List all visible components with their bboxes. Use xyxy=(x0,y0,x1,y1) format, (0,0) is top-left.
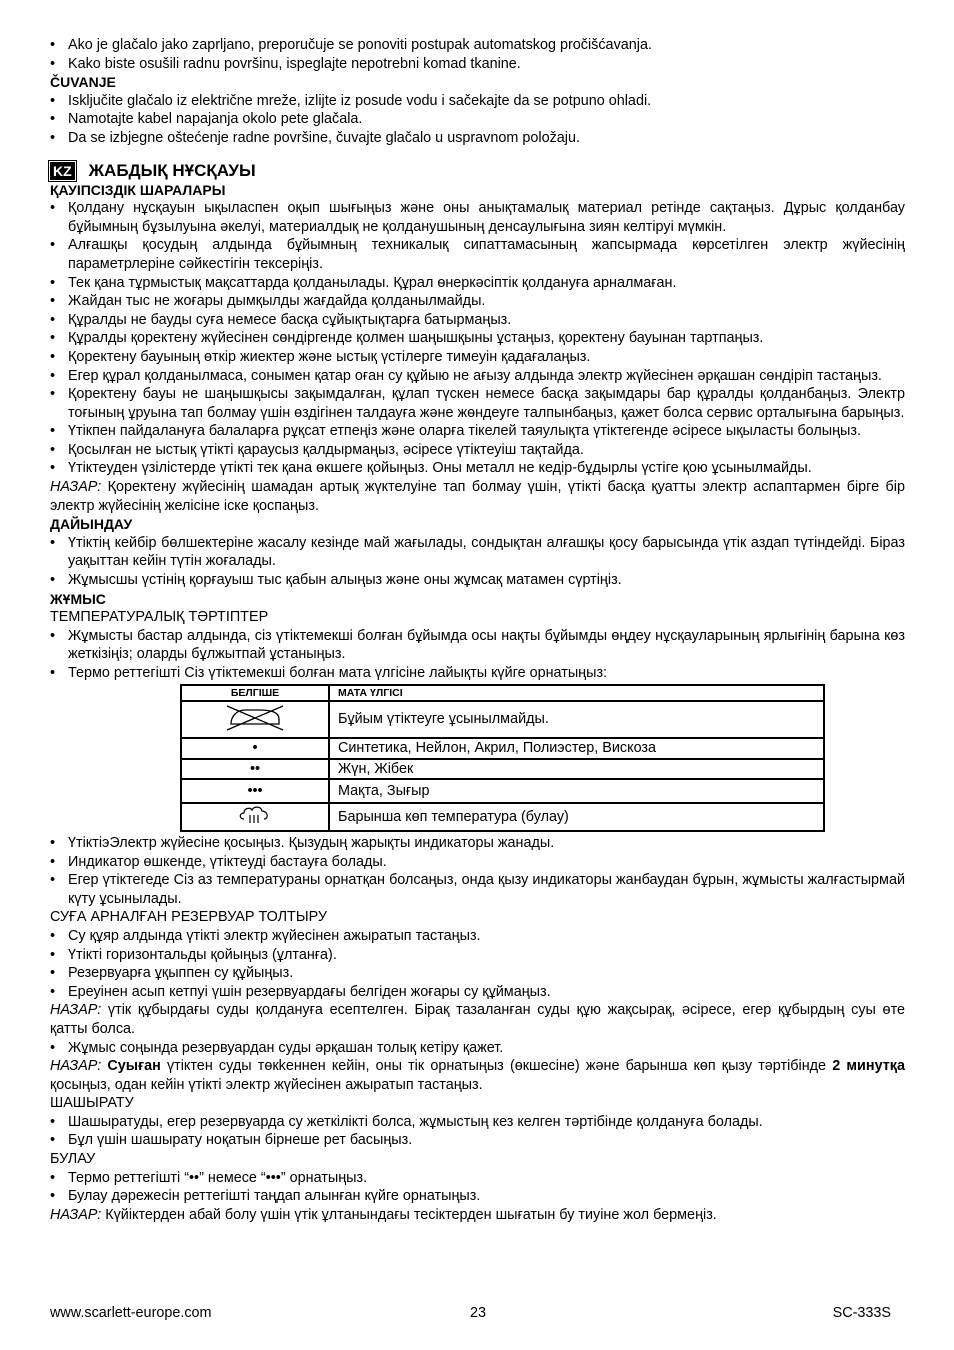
list-item: • ҮтіктіэЭлектр жүйесіне қосыңыз. Қызудың жарықты индикаторы жанады. xyxy=(50,834,905,853)
table-cell-symbol xyxy=(181,803,329,831)
list-item: • Жұмысты бастар алдында, сіз үтіктемекші болған бұйымда осы нақты бұйымды өңдеу нұсқауларының ярлығінің барына көз жеткізіңіз; оларды бұлжытпай ұстаныңыз. xyxy=(50,627,905,664)
note-label: НАЗАР: xyxy=(50,1206,102,1223)
list-item: • Үтіктің кейбір бөлшектеріне жасалу кезінде май жағылады, сондықтан алғашқы қосу барысында үтік аздап түтіндейді. Біраз уақыттан кейін түтін жоғалады. xyxy=(50,534,905,571)
website-link[interactable]: www.scarlett-europe.com xyxy=(50,1305,212,1321)
table-cell-symbol: • xyxy=(181,738,329,759)
no-iron-icon xyxy=(223,702,287,732)
list-item: • Ереуінен асып кетпуі үшін резервуардағы белгіден жоғары су құймаңыз. xyxy=(50,983,905,1002)
fill-note xyxy=(50,1001,905,1038)
steam-heading: БУЛАУ xyxy=(50,1151,96,1168)
list-item: • Қосылған не ыстық үтікті қараусыз қалдырмаңыз, әсіресе үтіктеуіш тақтайда. xyxy=(50,441,905,460)
spray-bullets xyxy=(50,1113,905,1150)
safety-note xyxy=(50,478,905,515)
list-item: • Шашыратуды, егер резервуарда су жеткілікті болса, жұмыстың кез келген тәртібінде қолдануға болады. xyxy=(50,1113,905,1132)
list-item: • Isključite glačalo iz električne mreže, izlijte iz posude vodu i sačekajte da se potpuno ohladi. xyxy=(50,92,905,111)
table-row xyxy=(181,779,824,803)
fill-heading: СУҒА АРНАЛҒАН РЕЗЕРВУАР ТОЛТЫРУ xyxy=(50,909,328,926)
table-cell-symbol xyxy=(181,701,329,739)
prep-heading: ДАЙЫНДАУ xyxy=(50,516,133,533)
list-item: • Егер үтіктегеде Сіз аз температураны орнатқан болсаңыз, онда қызу индикаторы жанбаудан бұрын, жұмысты жалғастырмай күту ұсынылады. xyxy=(50,871,905,908)
note-text: Қоректену жүйесінің шамадан артық жүктелуіне тап болмау үшін, үтікті басқа қуатты электр аспаптармен бірге бір электр жүйесінің желісіне іске қоспаңыз. xyxy=(50,479,905,514)
cuvanje-heading: ČUVANJE xyxy=(50,74,116,91)
steam-bullets xyxy=(50,1169,905,1206)
list-item: • Жұмысшы үстінің қорғауыш тыс қабын алыңыз және оны жұмсақ матамен сүртіңіз. xyxy=(50,571,905,590)
table-row xyxy=(181,701,824,739)
table-cell-symbol: ••• xyxy=(181,779,329,803)
safety-bullets xyxy=(50,199,905,478)
table-header-symbol: БЕЛГІШЕ xyxy=(181,685,329,701)
note-bold: Суыған xyxy=(107,1058,161,1075)
note-label: НАЗАР: xyxy=(50,1002,102,1019)
list-item: • Үтікпен пайдалануға балаларға рұқсат етпеңіз және оларға тікелей таяулықта үтіктегенде әсіресе ықыласты болыңыз. xyxy=(50,422,905,441)
note-text: үтік құбырдағы суды қолдануға есептелген. Бірақ тазаланған суды құю жақсырақ, әсіресе, егер құбырдың суы өте қатты болса. xyxy=(50,1002,905,1037)
list-item: • Термо реттегішті Сіз үтіктемекші болған мата үлгісіне лайықты күйге орнатыңыз: xyxy=(50,664,905,683)
list-item: • Резервуарға ұқыппен су құйыңыз. xyxy=(50,964,905,983)
temp-heading: ТЕМПЕРАТУРАЛЫҚ ТӘРТІПТЕР xyxy=(50,609,269,626)
section-title xyxy=(50,161,905,181)
list-item: • Жұмыс соңында резервуардан суды әрқашан толық кетіру қажет. xyxy=(50,1039,905,1058)
page-number: 23 xyxy=(470,1305,487,1321)
list-item: • Құралды қоректену жүйесінен сөндіргенде қолмен шаңышқыны ұстаңыз, қоректену бауынан тартпаңыз. xyxy=(50,329,905,348)
model-number: SC-333S xyxy=(832,1305,891,1321)
note-text: қосыңыз, одан кейін үтікті электр жүйесінен ажыратып тастаңыз. xyxy=(50,1076,483,1093)
table-row xyxy=(181,738,824,759)
list-item: • Егер құрал қолданылмаса, сонымен қатар оған су құйыю не ағызу алдында электр жүйесінен әрқашан сөндіріп тастаңыз. xyxy=(50,367,905,386)
table-row xyxy=(181,803,824,831)
safety-heading: ҚАУІПСІЗДІК ШАРАЛАРЫ xyxy=(50,181,226,198)
list-item: • Da se izbjegne oštećenje radne površine, čuvajte glačalo u uspravnom položaju. xyxy=(50,129,905,148)
table-cell-symbol: •• xyxy=(181,759,329,780)
top-bullets xyxy=(50,36,905,73)
table-header-row xyxy=(181,685,824,701)
note-text: Күйіктерден абай болу үшін үтік ұлтанындағы тесіктерден шығатын бу тиуіне жол бермеңіз. xyxy=(101,1206,717,1223)
note-label: НАЗАР: xyxy=(50,1058,102,1075)
list-item: • Жайдан тыс не жоғары дымқылды жағдайда қолданылмайды. xyxy=(50,292,905,311)
language-badge: KZ xyxy=(50,162,75,180)
steam-icon xyxy=(238,804,272,824)
list-item: • Құралды не бауды суға немесе басқа сұйықтықтарға батырмаңыз. xyxy=(50,311,905,330)
page-title: ЖАБДЫҚ НҰСҚАУЫ xyxy=(88,160,256,180)
temp-bullets xyxy=(50,627,905,683)
list-item: • Ako je glačalo jako zaprljano, preporučuje se ponoviti postupak automatskog pročišćavanja. xyxy=(50,36,905,55)
table-cell-fabric: Мақта, Зығыр xyxy=(329,779,824,803)
list-item: • Қолдану нұсқауын ықыласпен оқып шығыңыз және оны анықтамалық материал ретінде сақтаңыз. Дұрыс қолданбау бұйымның бұзылуына әкелуі, материалдық не қолданушының денсаулығына зиян келтіруі мүмкін. xyxy=(50,199,905,236)
list-item: • Namotajte kabel napajanja okolo pete glačala. xyxy=(50,110,905,129)
fill-bullets xyxy=(50,927,905,1001)
table-cell-fabric: Барынша көп температура (булау) xyxy=(329,803,824,831)
cuvanje-bullets xyxy=(50,92,905,148)
steam-note xyxy=(50,1206,905,1225)
manual-page xyxy=(50,36,905,1224)
list-item: • Тек қана тұрмыстық мақсаттарда қолданылады. Құрал өнеркәсіптік қолдануға арналмаған. xyxy=(50,274,905,293)
list-item: • Индикатор өшкенде, үтіктеуді бастауға болады. xyxy=(50,853,905,872)
spray-heading: ШАШЫРАТУ xyxy=(50,1095,134,1112)
list-item: • Қоректену бауы не шаңышқысы зақымдалған, құлап түскен немесе басқа зақымдары бар құралды қолданбаңыз. Электр тоғының ұруына тап болмау үшін өздігінен талдауға және жөндеуге талпынбаңыз, қажет болса сервис орталығына барыңыз. xyxy=(50,385,905,422)
list-item: • Қоректену бауының өткір жиектер және ыстық үстілерге тимеуін қадағалаңыз. xyxy=(50,348,905,367)
fill-note-2 xyxy=(50,1057,905,1094)
list-item: • Kako biste osušili radnu površinu, ispeglajte nepotrebni komad tkanine. xyxy=(50,55,905,74)
fill-bullets-2 xyxy=(50,1039,905,1058)
table-header-fabric: МАТА ҮЛГІСІ xyxy=(329,685,824,701)
note-bold: 2 минутқа xyxy=(832,1058,906,1075)
list-item: • Үтікті горизонтальды қойыңыз (ұлтанға). xyxy=(50,946,905,965)
after-table-bullets xyxy=(50,834,905,908)
fabric-table xyxy=(180,684,825,832)
table-cell-fabric: Бұйым үтіктеуге ұсынылмайды. xyxy=(329,701,824,739)
prep-bullets xyxy=(50,534,905,590)
note-text: үтіктен суды төкkеннен кейін, оны тік орнатыңыз (өкшесіне) және барынша көп қызу тәртібінде xyxy=(160,1058,833,1075)
list-item: • Термо реттегішті “••” немесе “•••” орнатыңыз. xyxy=(50,1169,905,1188)
note-label: НАЗАР: xyxy=(50,479,102,496)
list-item: • Алғашқы қосудың алдында бұйымның техникалық сипаттамасының жапсырмада көрсетілген электр жүйесінің параметрлеріне сәйкестігін тексеріңіз. xyxy=(50,236,905,273)
list-item: • Булау дәрежесін реттегішті таңдап алынған күйге орнатыңыз. xyxy=(50,1187,905,1206)
table-cell-fabric: Синтетика, Нейлон, Акрил, Полиэстер, Вискоза xyxy=(329,738,824,759)
table-cell-fabric: Жүн, Жібек xyxy=(329,759,824,780)
table-row xyxy=(181,759,824,780)
list-item: • Су құяр алдында үтікті электр жүйесінен ажыратып тастаңыз. xyxy=(50,927,905,946)
list-item: • Бұл үшін шашырату ноқатын бірнеше рет басыңыз. xyxy=(50,1131,905,1150)
list-item: • Үтіктеуден үзілістерде үтікті тек қана өкшеге қойыңыз. Оны металл не кедір-бұдырлы үстіге қою ұсынылмайды. xyxy=(50,459,905,478)
work-heading: ЖҰМЫС xyxy=(50,590,106,607)
